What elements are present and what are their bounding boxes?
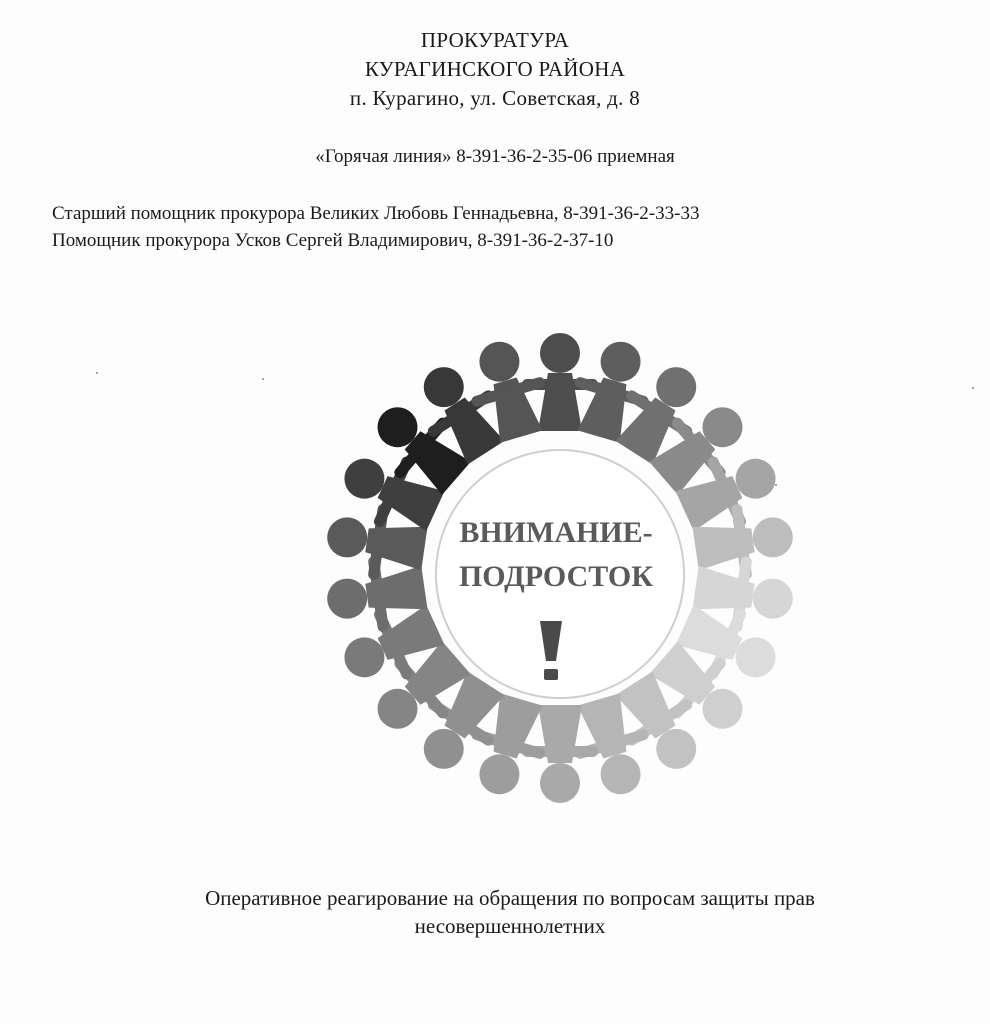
footer-statement [0,884,990,940]
header-address: п. Курагино, ул. Советская, д. 8 [349,86,641,110]
prosecutor-office-header [0,26,990,113]
assistant-contact: Помощник прокурора Усков Сергей Владимирович, 8-391-36-2-37-10 [52,230,614,251]
footer-line-1: Оперативное реагирование на обращения по вопросам защиты прав [205,886,815,910]
logo-text-teenager: ПОДРОСТОК [458,560,654,593]
hotline-text: «Горячая линия» 8-391-36-2-35-06 приемная [315,146,675,167]
logo-graphic [300,296,820,826]
header-district: КУРАГИНСКОГО РАЙОНА [364,57,626,81]
contacts-block [52,200,699,254]
scan-speck [96,372,98,374]
scan-speck [775,484,777,486]
footer-line-2: несовершеннолетних [414,914,606,938]
scan-speck [262,378,264,380]
scan-speck [972,387,974,389]
attention-teenager-logo [300,296,820,826]
header-title: ПРОКУРАТУРА [420,28,570,52]
senior-assistant-contact: Старший помощник прокурора Великих Любовь Геннадьевна, 8-391-36-2-33-33 [52,203,700,224]
logo-text-attention: ВНИМАНИЕ- [459,516,653,549]
